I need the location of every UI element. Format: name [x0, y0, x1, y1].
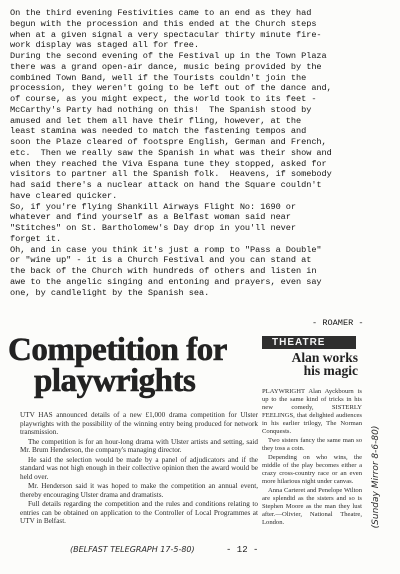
- side-note-text: (Sunday Mirror 8-6-80): [371, 425, 381, 529]
- article-line: visitors to partner all the Spanish folk. Heavens, if somebody: [10, 169, 332, 180]
- article-line: Oh, and in case you think it's just a romp to "Pass a Double": [10, 244, 322, 255]
- newspaper-clipping-competition: [8, 332, 260, 545]
- article-line: of course, as you might expect, the world took to its feet -: [10, 94, 317, 104]
- clipping-paragraph: The competition is for an hour-long drama with Ulster artists and setting, said Mr. Brum Henderson, the company's managing director.: [20, 437, 258, 454]
- article-line: begun with the procession and this ended at the Church steps: [10, 18, 317, 29]
- article-line: On the third evening Festivities came to an end as they had: [10, 8, 312, 18]
- headline-line: his magic: [303, 363, 358, 378]
- article-line: have cleared quicker.: [10, 190, 118, 201]
- article-line: soon the Plaze cleared of footspre English, German and French,: [10, 137, 327, 147]
- article-signature: - ROAMER -: [312, 318, 364, 328]
- clipping-body: [262, 388, 362, 528]
- article-line: awe to the angelic singing and entoning and prayers, even say: [10, 276, 322, 287]
- article-line: amused and let them all have their fling, however, at the: [10, 115, 302, 126]
- article-line: one, by candlelight by the Spanish sea.: [10, 287, 210, 298]
- article-line: had said there's a nuclear attack on hand the Square couldn't: [10, 180, 322, 190]
- handwritten-side-note: [366, 420, 386, 540]
- clipping-paragraph: Depending on who wins, the middle of the play becomes either a crazy cross-country race or an even more hilarious night under canvas.: [262, 454, 362, 485]
- article-line: or "wine up" - it is a Church Festival and you can stand at: [10, 255, 312, 266]
- clipping-paragraph: Mr. Henderson said it was hoped to make the competition an annual event, thereby encouraging Ulster drama and dramatists.: [20, 482, 258, 499]
- page-number: - 12 -: [226, 545, 259, 555]
- clipping-paragraph: PLAYWRIGHT Alan Ayckbourn is up to the same kind of tricks in his new comedy, SISTERLY FEELINGS, that delighted audiences in his earlier trilogy, The Norman Conquests.: [262, 388, 362, 435]
- article-line: During the second evening of the Festival up in the Town Plaza: [10, 51, 327, 61]
- clipping-headline: [8, 332, 260, 399]
- headline-line: Alan works: [291, 350, 358, 365]
- clipping-paragraph: Anna Carteret and Penelope Wilton are splendid as the sisters and so is Stephen Moore as the man they lust after.—Olivier, National Theatre, London.: [262, 487, 362, 526]
- typed-article: [10, 8, 394, 298]
- article-line: McCarthy's Party had nothing on this! The Spanish stood by: [10, 104, 312, 115]
- clipping-paragraph: UTV HAS announced details of a new £1,000 drama competition for Ulster playwrights with the possibility of the winning entry being produced for network transmission.: [20, 411, 258, 436]
- article-line: least stamina was needed to match the fastening tempos and: [10, 126, 307, 137]
- article-line: whatever and find yourself as a Belfast woman said near: [10, 212, 291, 223]
- clipping-body: [20, 411, 258, 527]
- article-line: when they reached the Viva Espana tune they stopped, asked for: [10, 158, 327, 169]
- article-line: combined Town Band, well if the Tourists couldn't join the: [10, 72, 307, 83]
- newspaper-clipping-theatre: [262, 336, 366, 546]
- clipping-paragraph: Full details regarding the competition and the rules and conditions relating to entries can be obtained on application to the Controller of Local Programmes at UTV in Belfast.: [20, 500, 258, 525]
- article-line: So, if you're flying Shankill Airways Flight No: 1690 or: [10, 201, 296, 212]
- article-line: procession, they weren't going to be left out of the dance and,: [10, 83, 332, 94]
- article-line: work display was staged all for free.: [10, 40, 199, 51]
- article-line: "Stitches" on St. Bartholomew's Day drop in you'll never: [10, 223, 296, 233]
- article-line: the back of the Church with hundreds of others and listen in: [10, 266, 317, 276]
- clipping-paragraph: Two sisters fancy the same man so they toss a coin.: [262, 437, 362, 452]
- article-line: when at a given signal a very spectacular thirty minute fire-: [10, 29, 322, 40]
- section-banner: THEATRE: [262, 336, 356, 349]
- article-line: there was a grand open-air dance, music being provided by the: [10, 61, 322, 72]
- headline-line: playwrights: [34, 363, 196, 399]
- article-line: forget it.: [10, 233, 62, 244]
- clipping-headline: [262, 351, 358, 377]
- clipping-paragraph: He said the selection would be made by a panel of adjudicators and if the standard was not high enough in their collective opinion then the award would be held over.: [20, 455, 258, 481]
- article-line: etc. Then we really saw the Spanish in what was their show and: [10, 147, 332, 158]
- handwritten-source-note: (BELFAST TELEGRAPH 17-5-80): [70, 545, 195, 554]
- headline-line: Competition for: [8, 332, 227, 368]
